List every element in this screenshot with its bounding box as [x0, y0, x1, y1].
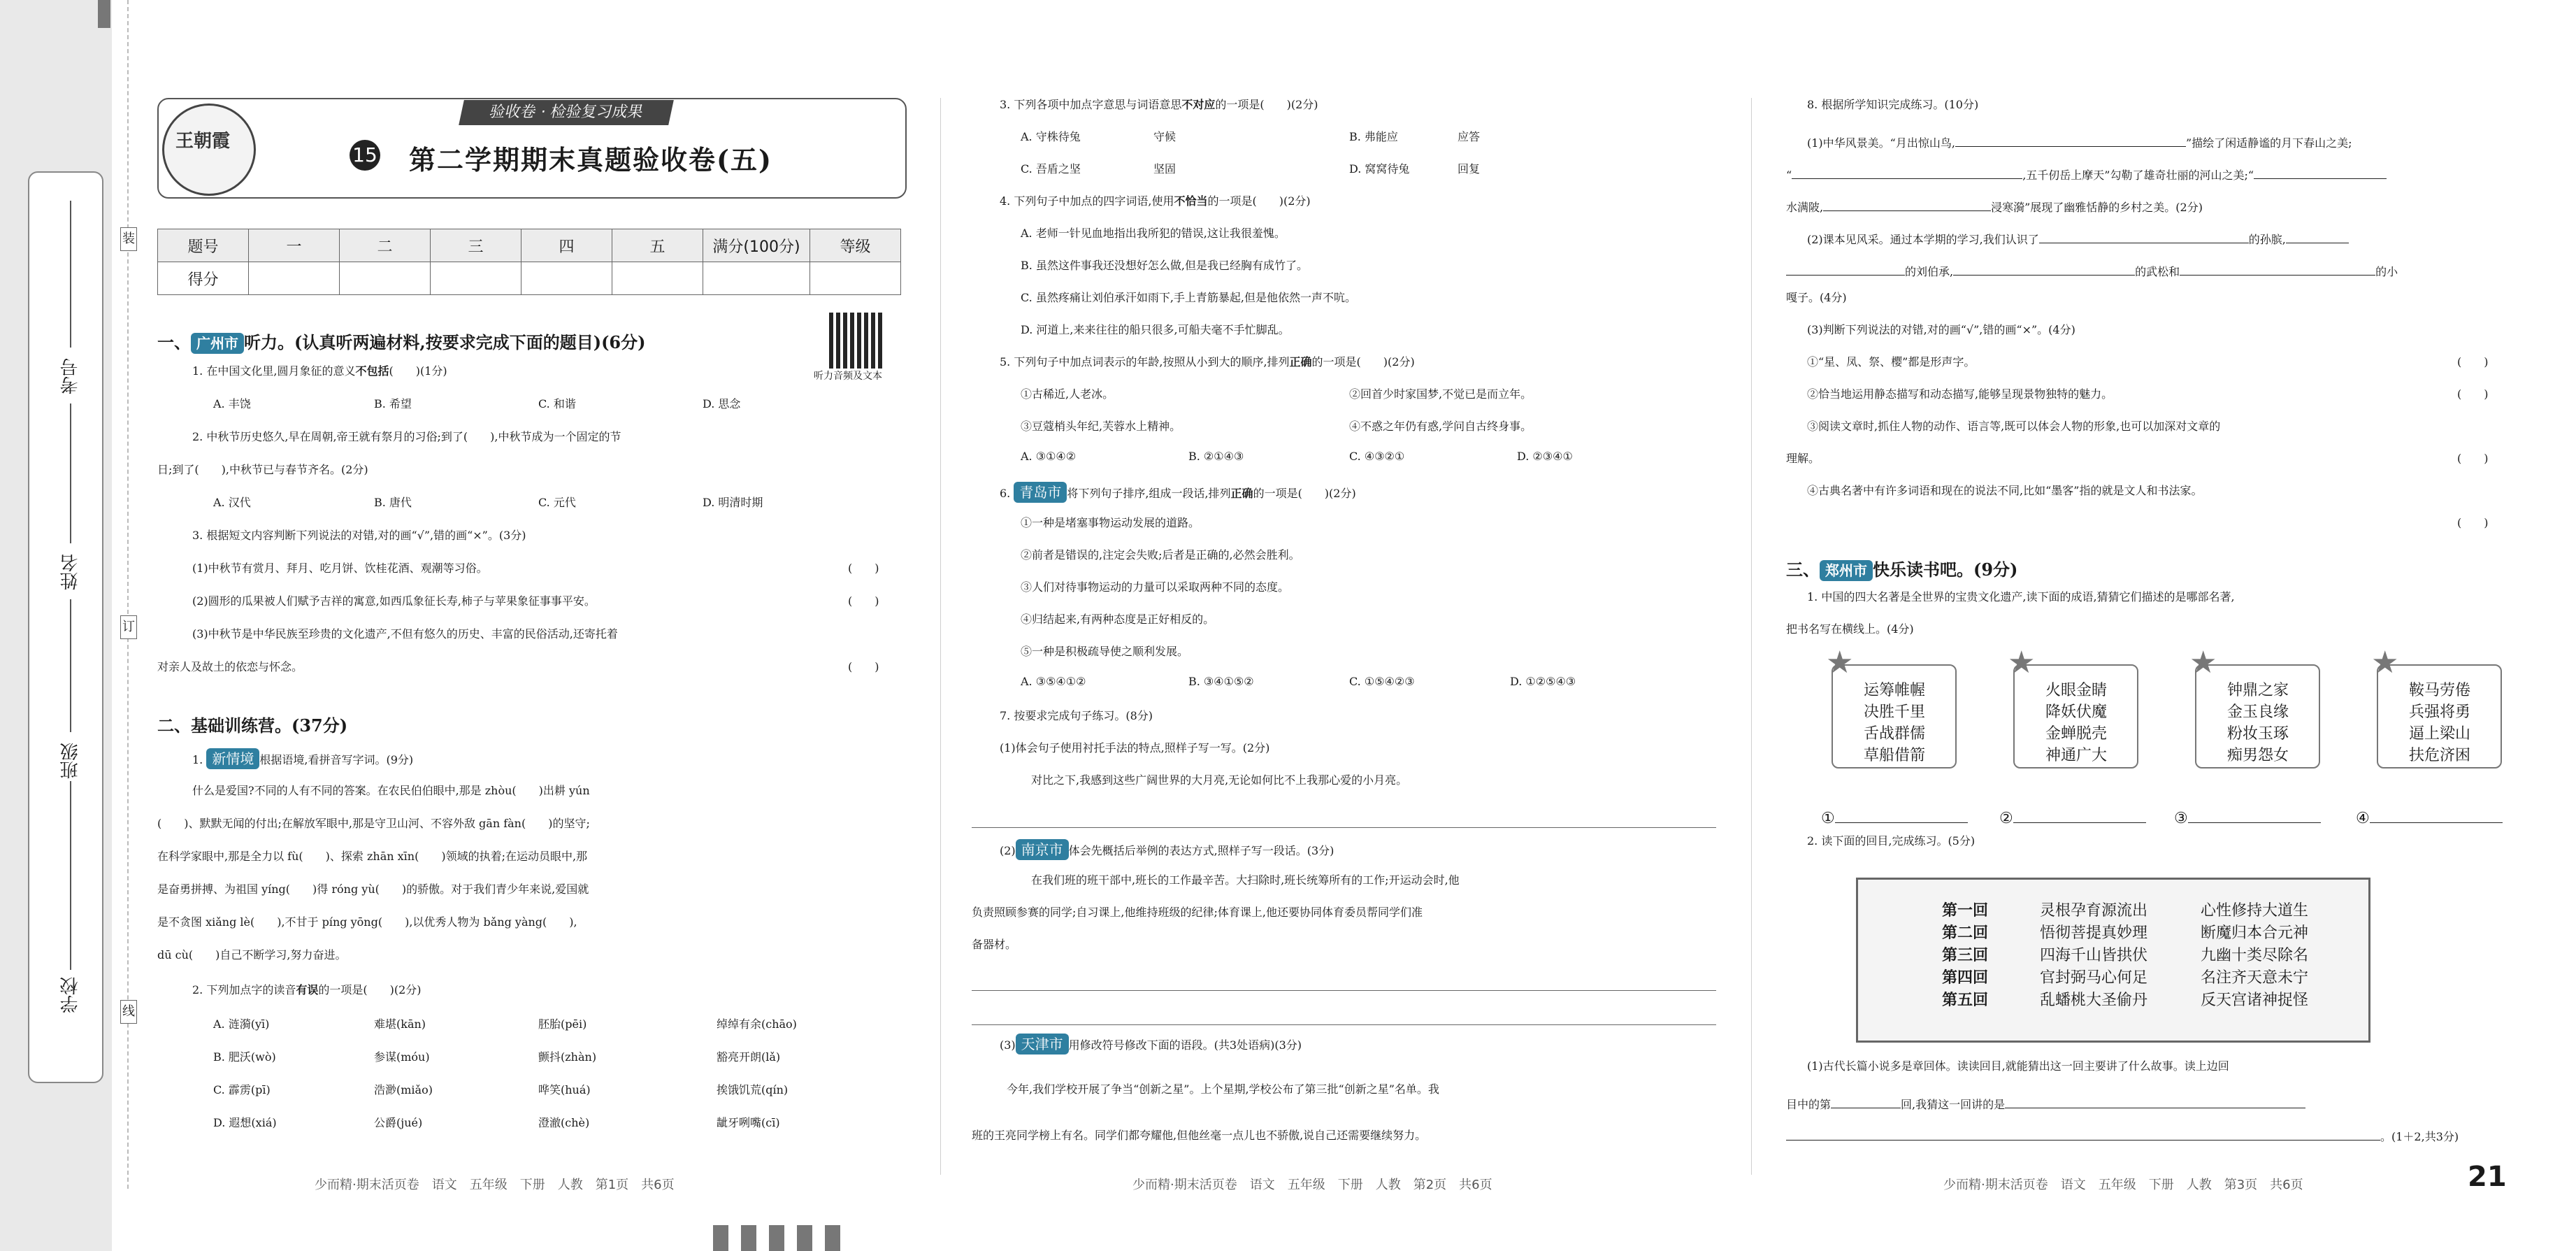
option: A. 守株待兔: [1021, 130, 1081, 143]
option: C. 元代: [538, 496, 576, 509]
answer-paren[interactable]: ( ): [2457, 516, 2489, 529]
option: 浩渺(miǎo): [374, 1083, 433, 1096]
new-context-tag: 新情境: [206, 748, 259, 769]
passage-line: 在科学家眼中,那是全力以 fù( )、探索 zhān xīn( )领域的执着;在运动员眼中,那: [157, 850, 588, 863]
score-header: 四: [521, 229, 612, 262]
qr-caption: 听力音频及文本: [814, 371, 882, 382]
reading-q2: 2. 下列加点字的读音有误的一项是( )(2分): [192, 983, 422, 996]
option: B. 虽然这件事我还没想好怎么做,但是我已经胸有成竹了。: [1021, 259, 1309, 272]
answer-line[interactable]: [972, 1024, 1716, 1025]
fill-blank[interactable]: [1955, 128, 2186, 147]
name-label: 姓名: [60, 554, 81, 590]
section-2-title: 二、基础训练营。(37分): [157, 715, 348, 736]
option: B. 希望: [374, 397, 412, 410]
option: D. 窝窝待兔: [1349, 162, 1410, 176]
answer-1: ①: [1821, 804, 1968, 827]
idiom-card-3: ★ 钟鼎之家 金玉良缘 粉妆玉琢 痴男怨女: [2195, 664, 2320, 769]
reading-q2-1-end: 。(1＋2,共3分): [1786, 1122, 2459, 1144]
page-number: 21: [2468, 1161, 2507, 1193]
item: ③人们对待事物运动的力量可以采取两种不同的态度。: [1021, 580, 1290, 594]
brand-logo: 王朝霞: [162, 103, 256, 196]
q5: 5. 下列句子中加点词表示的年龄,按照从小到大的顺序,排列正确的一项是( )(2分): [1000, 355, 1415, 369]
fill-blank[interactable]: [2180, 257, 2375, 276]
judge-item: (1)中秋节有赏月、拜月、吃月饼、饮桂花酒、观潮等习俗。: [192, 562, 488, 575]
option: B. 唐代: [374, 496, 412, 509]
item: ②前者是错误的,注定会失败;后者是正确的,必然会胜利。: [1021, 548, 1300, 562]
item: ①一种是堵塞事物运动发展的道路。: [1021, 516, 1200, 529]
option: A. 涟漪(yī): [213, 1017, 270, 1031]
q7: 7. 按要求完成句子练习。(8分): [1000, 709, 1153, 722]
example-line: 备器材。: [972, 938, 1017, 951]
fill-blank[interactable]: [1823, 192, 1991, 211]
edit-passage: 今年,我们学校开展了争当“创新之星”。上个星期,学校公布了第三批“创新之星”名单。我: [1007, 1082, 1439, 1096]
idiom-card-1: ★ 运筹帷幄 决胜千里 舌战群儒 草船借箭: [1832, 664, 1957, 769]
score-header: 满分(100分): [703, 229, 810, 262]
exam-title: 第二学期期末真题验收卷(五): [409, 144, 772, 176]
judge-item-cont: 对亲人及故土的依恋与怀念。: [157, 660, 303, 673]
fill-blank[interactable]: [1953, 257, 2135, 276]
listening-q2: 2. 中秋节历史悠久,早在周朝,帝王就有祭月的习俗;到了( ),中秋节成为一个固定的节: [192, 430, 621, 443]
score-header: 一: [249, 229, 340, 262]
option: D. 明清时期: [703, 496, 763, 509]
q8-1: (1)中华风景美。“月出惊山鸟, ”描绘了闲适静谧的月下春山之美;: [1807, 128, 2352, 150]
judge-item: ④古典名著中有许多词语和现在的说法不同,比如“墨客”指的就是文人和书法家。: [1807, 484, 2203, 497]
header-ribbon: 验收卷 · 检验复习成果: [459, 100, 674, 125]
score-cell[interactable]: [431, 262, 521, 295]
option: D. ①②⑤④③: [1510, 675, 1576, 688]
fill-blank[interactable]: [2005, 1089, 2305, 1108]
score-cell[interactable]: [340, 262, 431, 295]
registration-bar: [741, 1225, 756, 1251]
answer-paren[interactable]: ( ): [848, 660, 879, 673]
option: A. 丰饶: [213, 397, 251, 410]
answer-paren[interactable]: ( ): [2457, 452, 2489, 465]
region-tag: 广州市: [191, 333, 244, 354]
q7-part2: (2) 南京市 体会先概括后举例的表达方式,照样子写一段话。(3分): [1000, 839, 1334, 860]
name-line[interactable]: [70, 403, 71, 543]
judge-item-cont: 理解。: [1786, 452, 1820, 465]
item: ④归结起来,有两种态度是正好相反的。: [1021, 613, 1215, 626]
q4: 4. 下列句子中加点的四字词语,使用不恰当的一项是( )(2分): [1000, 194, 1311, 208]
item: ④不惑之年仍有惑,学问自古终身事。: [1349, 420, 1532, 433]
score-cell[interactable]: [521, 262, 612, 295]
listening-q3: 3. 根据短文内容判断下列说法的对错,对的画“√”,错的画“×”。(3分): [192, 529, 526, 542]
option: 难堪(kān): [374, 1017, 426, 1031]
registration-bar: [797, 1225, 812, 1251]
idiom-card-2: ★ 火眼金睛 降妖伏魔 金蝉脱壳 神通广大: [2013, 664, 2138, 769]
option: B. ③④①⑤②: [1188, 675, 1254, 688]
reading-q1: 1. 中国的四大名著是全世界的宝贵文化遗产,读下面的成语,猜猜它们描述的是哪部名著,: [1807, 590, 2235, 603]
book-blank[interactable]: [1835, 804, 1968, 823]
score-header: 三: [431, 229, 521, 262]
option: C. ①⑤④②③: [1349, 675, 1415, 688]
judge-item: ①“星、凤、祭、樱”都是形声字。: [1807, 355, 1976, 369]
option: 澄澈(chè): [538, 1116, 590, 1129]
book-blank[interactable]: [2370, 804, 2503, 823]
score-cell[interactable]: [249, 262, 340, 295]
score-cell[interactable]: [810, 262, 901, 295]
option: 豁亮开朗(lǎ): [717, 1050, 781, 1064]
judge-item: (2)圆形的瓜果被人们赋予吉祥的寓意,如西瓜象征长寿,柿子与苹果象征事事平安。: [192, 594, 596, 608]
school-label: 学校: [60, 977, 81, 1013]
option: A. ③①④②: [1021, 450, 1077, 463]
q6: 6. 青岛市 将下列句子排序,组成一段话,排列正确的一项是( )(2分): [1000, 482, 1356, 503]
fill-blank[interactable]: [1831, 1089, 1901, 1108]
star-icon: ★: [2371, 645, 2399, 680]
option: 守候: [1153, 130, 1177, 143]
answer-paren[interactable]: ( ): [848, 594, 879, 608]
reading-q1-cont: 把书名写在横线上。(4分): [1786, 622, 1914, 636]
q3: 3. 下列各项中加点字意思与词语意思不对应的一项是( )(2分): [1000, 98, 1318, 111]
q8-2-end: 嘎子。(4分): [1786, 291, 1847, 304]
score-cell[interactable]: [612, 262, 703, 295]
column-divider: [1751, 98, 1752, 1175]
option: D. 思念: [703, 397, 741, 410]
item: ③豆蔻梢头年纪,芙蓉水上精神。: [1021, 420, 1181, 433]
option: C. 吾盾之坚: [1021, 162, 1081, 176]
q7-part1: (1)体会句子使用衬托手法的特点,照样子写一写。(2分): [1000, 741, 1270, 755]
listening-q1: 1. 在中国文化里,圆月象征的意义不包括( )(1分): [192, 364, 447, 378]
idiom-card-4: ★ 鞍马劳倦 兵强将勇 逼上梁山 扶危济困: [2377, 664, 2502, 769]
school-line[interactable]: [70, 781, 71, 970]
option: C. 和谐: [538, 397, 576, 410]
option: 挨饿饥荒(qín): [717, 1083, 789, 1096]
item: ②回首少时家国梦,不觉已是而立年。: [1349, 387, 1532, 401]
cut-mark-3: 线: [120, 1000, 137, 1024]
fill-blank[interactable]: [1792, 160, 2022, 179]
book-blank[interactable]: [2188, 804, 2321, 823]
footer-page-2: 少而精·期末活页卷 语文 五年级 下册 人教 第2页 共6页: [1132, 1178, 1492, 1192]
qr-code[interactable]: [829, 313, 885, 369]
passage-line: 什么是爱国?不同的人有不同的答案。在农民伯伯眼中,那是 zhòu( )出耕 yún: [192, 784, 590, 797]
star-icon: ★: [1826, 645, 1854, 680]
option: 龇牙咧嘴(cī): [717, 1116, 780, 1129]
reading-q2: 2. 读下面的回目,完成练习。(5分): [1807, 834, 1976, 848]
q8-2: (2)课本见风采。通过本学期的学习,我们认识了 的孙膑,: [1807, 224, 2349, 247]
q7-part3: (3) 天津市 用修改符号修改下面的语段。(共3处语病)(3分): [1000, 1034, 1302, 1055]
region-tag: 郑州市: [1820, 560, 1873, 581]
exam-number-badge: 15: [350, 140, 380, 171]
q8-3: (3)判断下列说法的对错,对的画“√”,错的画“×”。(4分): [1807, 323, 2075, 336]
score-table: [157, 229, 901, 295]
chapter-titles-box: 第一回 灵根孕育源流出 心性修持大道生 第二回 悟彻菩提真妙理 断魔归本合元神 第三回 四海千山皆拱伏 九幽十类尽除名 第四回 官封弼马心何足 名注齐天意未宁 第五回 乱蟠桃大圣偷丹 反天宫诸神捉怪: [1856, 878, 2370, 1043]
example-line: 在我们班的班干部中,班长的工作最辛苦。大扫除时,班长统筹所有的工作;开运动会时,他: [1031, 873, 1460, 887]
option: 胚胎(pēi): [538, 1017, 587, 1031]
q8: 8. 根据所学知识完成练习。(10分): [1807, 98, 1979, 111]
registration-bar: [769, 1225, 784, 1251]
strip-marker: [98, 0, 110, 28]
answer-paren[interactable]: ( ): [848, 562, 879, 575]
registration-bar: [713, 1225, 728, 1251]
fill-blank[interactable]: [2286, 224, 2349, 243]
option: D. 河道上,来来往往的船只很多,可船夫毫不手忙脚乱。: [1021, 323, 1290, 336]
score-cell[interactable]: [703, 262, 810, 295]
option: 颤抖(zhàn): [538, 1050, 597, 1064]
answer-paren[interactable]: ( ): [2457, 387, 2489, 401]
passage-line: 是不贪图 xiǎng lè( ),不甘于 píng yōng( ),以优秀人物为 bǎng yàng( ),: [157, 915, 577, 929]
item: ⑤一种是积极疏导使之顺利发展。: [1021, 645, 1189, 658]
example-line: 负责照顾参赛的同学;自习课上,他维持班级的纪律;体育课上,他还要协同体育委员帮同学们准: [972, 906, 1423, 919]
option: A. 老师一针见血地指出我所犯的错误,这让我很羞愧。: [1021, 227, 1286, 240]
score-header: 五: [612, 229, 703, 262]
option: C. ④③②①: [1349, 450, 1405, 463]
id-line[interactable]: [70, 201, 71, 348]
score-header: 等级: [810, 229, 901, 262]
cut-mark-2: 订: [120, 615, 137, 639]
region-tag: 南京市: [1016, 839, 1069, 860]
section-3-title: 三、 郑州市 快乐读书吧。(9分): [1786, 559, 2018, 580]
option: 回复: [1458, 162, 1481, 176]
option: D. 遐想(xiá): [213, 1116, 277, 1129]
option: 坚固: [1153, 162, 1177, 176]
class-label: 班级: [60, 743, 81, 779]
answer-3: ③: [2174, 804, 2321, 827]
answer-paren[interactable]: ( ): [2457, 355, 2489, 369]
q8-2-cont: 的刘伯承, 的武松和 的小: [1786, 257, 2398, 279]
score-row-label: 得分: [158, 262, 249, 295]
passage-line: dū cù( )自己不断学习,努力奋进。: [157, 948, 347, 962]
option: B. 肥沃(wò): [213, 1050, 276, 1064]
option: C. 霹雳(pī): [213, 1083, 271, 1096]
section-1-title: 一、 广州市 听力。(认真听两遍材料,按要求完成下面的题目)(6分): [157, 332, 646, 352]
edit-passage: 班的王亮同学榜上有名。同学们都夸耀他,但他丝毫一点儿也不骄傲,说自己还需要继续努力。: [972, 1129, 1427, 1142]
listening-q2-cont: 日;到了( ),中秋节已与春节齐名。(2分): [157, 463, 368, 476]
passage-line: ( )、默默无闻的付出;在解放军眼中,那是守卫山河、不容外敌 gān fàn( )的坚守;: [157, 817, 590, 830]
example-sentence: 对比之下,我感到这些广阔世界的大月亮,无论如何比不上我那心爱的小月亮。: [1031, 773, 1408, 787]
option: 哗笑(huá): [538, 1083, 591, 1096]
reading-q2-1-cont: 目中的第 回,我猜这一回讲的是: [1786, 1089, 2305, 1112]
judge-item: ③阅读文章时,抓住人物的动作、语言等,既可以体会人物的形象,也可以加深对文章的: [1807, 420, 2221, 433]
answer-line[interactable]: [972, 827, 1716, 828]
reading-q2-1: (1)古代长篇小说多是章回体。读读回目,就能猜出这一回主要讲了什么故事。读上边回: [1807, 1059, 2229, 1073]
passage-line: 是奋勇拼搏、为祖国 yíng( )得 róng yù( )的骄傲。对于我们青少年来说,爱国就: [157, 882, 589, 896]
option: 绰绰有余(chāo): [717, 1017, 797, 1031]
region-tag: 天津市: [1016, 1034, 1069, 1055]
star-icon: ★: [2008, 645, 2036, 680]
fill-blank[interactable]: [2254, 160, 2387, 179]
score-header: 二: [340, 229, 431, 262]
q8-1-cont2: 水满陂, 浸寒漪”展现了幽雅恬静的乡村之美。(2分): [1786, 192, 2203, 215]
book-blank[interactable]: [2013, 804, 2146, 823]
answer-2: ②: [1999, 804, 2146, 827]
cut-mark-1: 装: [120, 227, 137, 251]
fill-blank[interactable]: [2039, 224, 2249, 243]
judge-item: ②恰当地运用静态描写和动态描写,能够呈现景物独特的魅力。: [1807, 387, 2113, 401]
option: 应答: [1458, 130, 1481, 143]
footer-page-1: 少而精·期末活页卷 语文 五年级 下册 人教 第1页 共6页: [315, 1178, 675, 1192]
fill-blank[interactable]: [1786, 257, 1905, 276]
answer-4: ④: [2356, 804, 2503, 827]
star-icon: ★: [2189, 645, 2217, 680]
student-info-box: [28, 171, 103, 1083]
option: 参谋(móu): [374, 1050, 430, 1064]
option: D. ②③④①: [1517, 450, 1573, 463]
score-header: 题号: [158, 229, 249, 262]
column-divider: [940, 98, 941, 1175]
option: B. ②①④③: [1188, 450, 1244, 463]
pinyin-q1: 1. 新情境 根据语境,看拼音写字词。(9分): [192, 748, 413, 769]
q8-1-cont: “ ,五千仞岳上摩天”勾勒了雄奇壮丽的河山之美;“: [1786, 160, 2387, 183]
answer-line[interactable]: [972, 990, 1716, 991]
fill-blank[interactable]: [1786, 1122, 2380, 1141]
judge-item: (3)中秋节是中华民族至珍贵的文化遗产,不但有悠久的历史、丰富的民俗活动,还寄托着: [192, 627, 618, 641]
option: B. 弗能应: [1349, 130, 1398, 143]
region-tag: 青岛市: [1014, 482, 1067, 503]
footer-page-3: 少而精·期末活页卷 语文 五年级 下册 人教 第3页 共6页: [1943, 1178, 2303, 1192]
option: 公爵(jué): [374, 1116, 423, 1129]
id-label: 考号: [60, 358, 81, 394]
class-line[interactable]: [70, 599, 71, 732]
option: A. 汉代: [213, 496, 251, 509]
registration-bar: [825, 1225, 840, 1251]
option: C. 虽然疼痛让刘伯承汗如雨下,手上青筋暴起,但是他依然一声不吭。: [1021, 291, 1357, 304]
item: ①古稀近,人老冰。: [1021, 387, 1114, 401]
option: A. ③⑤④①②: [1021, 675, 1086, 688]
